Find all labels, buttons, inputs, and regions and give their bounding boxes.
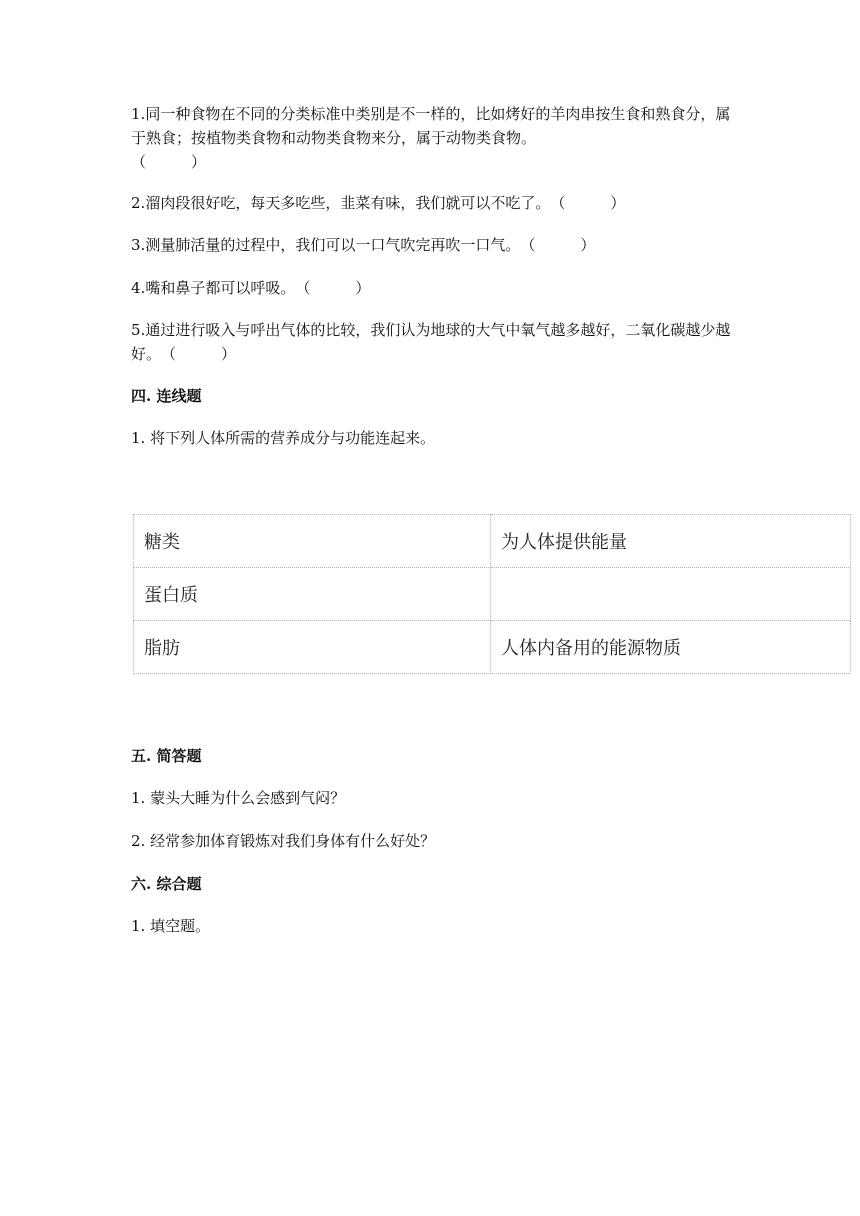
section-5-heading: 五. 简答题 (131, 747, 202, 765)
table-cell-nutrient: 脂肪 (134, 621, 491, 674)
table-cell-nutrient: 糖类 (134, 515, 491, 568)
section-4-heading: 四. 连线题 (131, 387, 202, 405)
judge-item-3-num: 3. (131, 236, 146, 254)
judge-item-1-num: 1. (131, 105, 146, 123)
table-cell-function: 为人体提供能量 (491, 515, 851, 568)
table-row (134, 515, 851, 568)
judge-item-1-answer-blank[interactable]: （ ） (131, 153, 207, 171)
section-5-question-1: 1. 蒙头大睡为什么会感到气闷？ (131, 789, 346, 807)
judge-item-4 (131, 276, 731, 300)
judge-item-2 (131, 191, 731, 215)
section-6-question-1: 1. 填空题。 (131, 917, 211, 935)
table-cell-function: 人体内备用的能源物质 (491, 621, 851, 674)
judge-item-3-text: 测量肺活量的过程中，我们可以一口气吹完再吹一口气。 (145, 236, 521, 254)
judge-item-5 (131, 318, 731, 366)
table-cell-nutrient: 蛋白质 (134, 568, 491, 621)
matching-table (133, 514, 851, 674)
judge-item-2-text: 溜肉段很好吃，每天多吃些，韭菜有味，我们就可以不吃了。 (145, 194, 551, 212)
section-6-heading: 六. 综合题 (131, 875, 202, 893)
table-row (134, 568, 851, 621)
judge-item-2-num: 2. (131, 194, 146, 212)
judge-item-5-text: 通过进行吸入与呼出气体的比较，我们认为地球的大气中氧气越多越好，二氧化碳越少越好。 (131, 321, 731, 363)
judge-item-5-answer-blank[interactable]: （ ） (161, 345, 237, 363)
judge-item-3 (131, 233, 731, 257)
table-row (134, 621, 851, 674)
judge-item-4-text: 嘴和鼻子都可以呼吸。 (145, 279, 296, 297)
judge-item-2-answer-blank[interactable]: （ ） (550, 194, 626, 212)
judge-item-3-answer-blank[interactable]: （ ） (520, 236, 596, 254)
judge-item-1 (131, 102, 731, 174)
section-4-question-1: 1. 将下列人体所需的营养成分与功能连起来。 (131, 429, 436, 447)
judge-item-4-answer-blank[interactable]: （ ） (295, 279, 371, 297)
judge-item-1-text: 同一种食物在不同的分类标准中类别是不一样的，比如烤好的羊肉串按生食和熟食分，属于熟食；按植物类食物和动物类食物来分，属于动物类食物。 (131, 105, 731, 147)
judge-item-5-num: 5. (131, 321, 146, 339)
judge-item-4-num: 4. (131, 279, 146, 297)
section-5-question-2: 2. 经常参加体育锻炼对我们身体有什么好处？ (131, 832, 436, 850)
table-cell-function (491, 568, 851, 621)
